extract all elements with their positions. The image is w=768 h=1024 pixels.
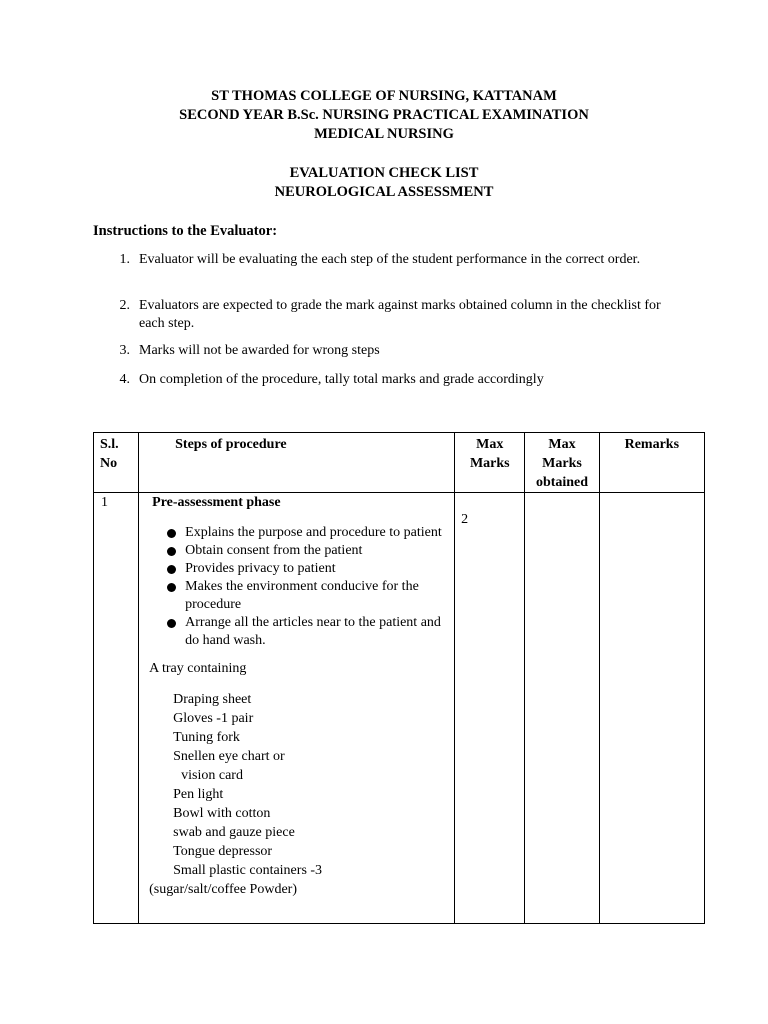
- header-max-marks: Max Marks: [455, 433, 525, 493]
- assessment-title: NEUROLOGICAL ASSESSMENT: [274, 184, 494, 200]
- list-item: Tongue depressor: [173, 844, 273, 859]
- instruction-text: Evaluators are expected to grade the mark against marks obtained column in the checklist for each step.: [139, 298, 661, 331]
- list-item: Obtain consent from the patient: [139, 542, 454, 560]
- tray-title: A tray containing: [149, 661, 247, 676]
- exam-title: SECOND YEAR B.Sc. NURSING PRACTICAL EXAMINATION: [179, 107, 589, 123]
- list-item: Pen light: [173, 787, 224, 802]
- row-sl-no: 1: [94, 493, 139, 924]
- list-item: vision card: [181, 768, 243, 783]
- instructions-heading: Instructions to the Evaluator:: [93, 223, 278, 239]
- list-item: Provides privacy to patient: [139, 560, 454, 578]
- bullet-icon: [167, 547, 176, 556]
- list-item: Gloves -1 pair: [173, 711, 254, 726]
- instruction-number: 2.: [119, 298, 130, 313]
- bullet-icon: [167, 583, 176, 592]
- bullet-icon: [167, 565, 176, 574]
- row-marks-obtained[interactable]: [525, 493, 599, 924]
- checklist-title: EVALUATION CHECK LIST: [289, 165, 479, 181]
- table-header-row: [94, 433, 705, 493]
- college-name: ST THOMAS COLLEGE OF NURSING, KATTANAM: [211, 88, 557, 104]
- list-item: Arrange all the articles near to the patient and do hand wash.: [139, 614, 454, 650]
- instruction-number: 3.: [119, 343, 130, 358]
- list-item: swab and gauze piece: [173, 825, 295, 840]
- instruction-text: On completion of the procedure, tally total marks and grade accordingly: [139, 372, 544, 387]
- instruction-number: 4.: [119, 372, 130, 387]
- list-item: Snellen eye chart or: [173, 749, 285, 764]
- row-remarks[interactable]: [599, 493, 704, 924]
- list-item: Draping sheet: [173, 692, 252, 707]
- instruction-number: 1.: [119, 252, 130, 267]
- list-item: Small plastic containers -3: [173, 863, 323, 878]
- table-row: [94, 493, 705, 924]
- header-marks-obtained: Max Marks obtained: [525, 433, 599, 493]
- list-item: Explains the purpose and procedure to patient: [139, 524, 454, 542]
- instruction-text: Marks will not be awarded for wrong steps: [139, 343, 380, 358]
- header-remarks: Remarks: [599, 433, 704, 493]
- list-item: Bowl with cotton: [173, 806, 271, 821]
- instruction-text: Evaluator will be evaluating the each step of the student performance in the correct order.: [139, 252, 641, 267]
- header-steps: Steps of procedure: [139, 433, 455, 493]
- list-item: Tuning fork: [173, 730, 240, 745]
- subject-title: MEDICAL NURSING: [314, 126, 454, 142]
- bullet-icon: [167, 529, 176, 538]
- header-sl-no: S.l. No: [94, 433, 139, 493]
- row-steps: [139, 493, 455, 924]
- row-max-marks: 2: [455, 493, 525, 924]
- bullet-icon: [167, 619, 176, 628]
- list-item: (sugar/salt/coffee Powder): [149, 882, 297, 897]
- list-item: Makes the environment conducive for the procedure: [139, 578, 454, 614]
- evaluation-table: [93, 432, 705, 924]
- phase-title: Pre-assessment phase: [152, 495, 281, 510]
